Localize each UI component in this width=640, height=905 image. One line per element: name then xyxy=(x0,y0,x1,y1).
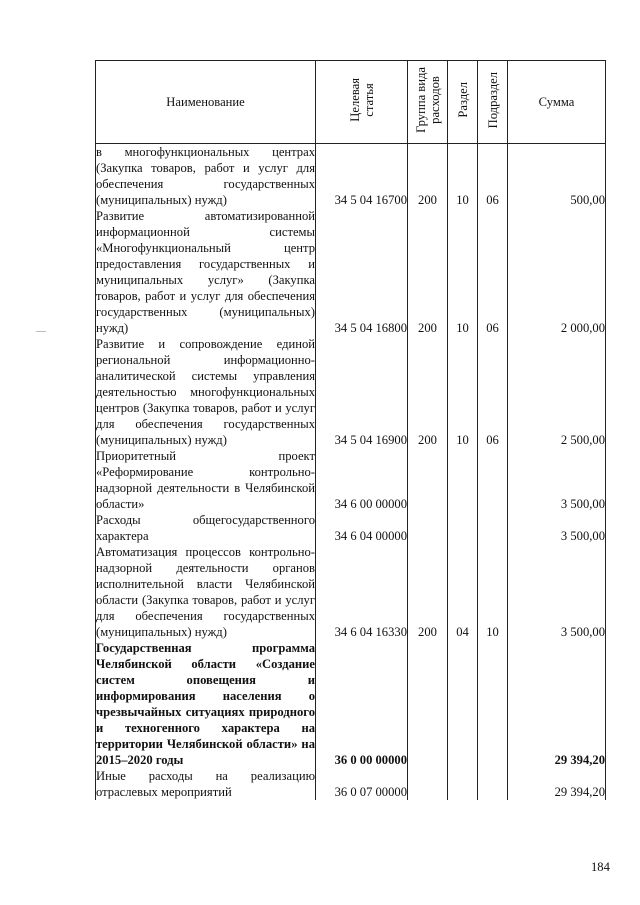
row-subsection xyxy=(478,512,508,544)
table-row xyxy=(96,544,606,640)
row-amount: 2 000,00 xyxy=(508,208,606,336)
header-amount: Сумма xyxy=(508,61,606,144)
row-subsection xyxy=(478,768,508,800)
header-section: Раздел xyxy=(448,61,478,144)
row-amount: 3 500,00 xyxy=(508,512,606,544)
row-section: 10 xyxy=(448,208,478,336)
row-section xyxy=(448,768,478,800)
row-name: Автоматизация процессов контрольно-надзорной деятельности органов исполнительной власти Челябинской области (Закупка товаров, работ и услуг для обеспечения государственных (муниципальных) нужд) xyxy=(96,545,315,639)
row-amount: 3 500,00 xyxy=(508,448,606,512)
row-section xyxy=(448,448,478,512)
table-row xyxy=(96,512,606,544)
row-code: 34 6 04 16330 xyxy=(316,544,408,640)
row-code: 34 5 04 16800 xyxy=(316,208,408,336)
page-number: 184 xyxy=(591,860,610,874)
row-code: 36 0 07 00000 xyxy=(316,768,408,800)
header-group: Группа вида расходов xyxy=(408,61,448,144)
row-amount: 500,00 xyxy=(508,144,606,209)
row-group xyxy=(408,448,448,512)
row-group: 200 xyxy=(408,208,448,336)
row-section: 10 xyxy=(448,144,478,209)
row-group xyxy=(408,768,448,800)
header-subsection: Подраздел xyxy=(478,61,508,144)
row-subsection: 06 xyxy=(478,336,508,448)
row-group: 200 xyxy=(408,336,448,448)
row-name: Расходы общегосударственного характера xyxy=(96,513,315,543)
table-row xyxy=(96,336,606,448)
row-subsection xyxy=(478,640,508,768)
row-amount: 3 500,00 xyxy=(508,544,606,640)
header-name: Наименование xyxy=(96,61,316,144)
row-name: Приоритетный проект «Реформирование контрольно-надзорной деятельности в Челябинской области» xyxy=(96,449,315,511)
table-row xyxy=(96,768,606,800)
row-subsection: 06 xyxy=(478,144,508,209)
table-row xyxy=(96,144,606,209)
budget-table xyxy=(95,60,606,800)
margin-mark xyxy=(36,331,46,332)
row-code: 36 0 00 00000 xyxy=(316,640,408,768)
row-group: 200 xyxy=(408,544,448,640)
row-group xyxy=(408,640,448,768)
row-subsection xyxy=(478,448,508,512)
row-amount: 2 500,00 xyxy=(508,336,606,448)
row-code: 34 5 04 16700 xyxy=(316,144,408,209)
table-header-row xyxy=(96,61,606,144)
row-name: Иные расходы на реализацию отраслевых мероприятий xyxy=(96,769,315,799)
row-name: в многофункциональных центрах (Закупка товаров, работ и услуг для обеспечения государственных (муниципальных) нужд) xyxy=(96,145,315,207)
row-subsection: 10 xyxy=(478,544,508,640)
header-target: Целевая статья xyxy=(316,61,408,144)
table-row xyxy=(96,208,606,336)
row-section xyxy=(448,512,478,544)
row-name: Развитие и сопровождение единой региональной информационно-аналитической системы управления деятельностью многофункциональных центров (Закупка товаров, работ и услуг для обеспечения государственных (муниципальных) нужд) xyxy=(96,337,315,447)
row-amount: 29 394,20 xyxy=(508,768,606,800)
row-amount: 29 394,20 xyxy=(508,640,606,768)
row-subsection: 06 xyxy=(478,208,508,336)
table-row xyxy=(96,640,606,768)
row-code: 34 6 00 00000 xyxy=(316,448,408,512)
row-name: Государственная программа Челябинской области «Создание систем оповещения и информирования населения о чрезвычайных ситуациях природного и техногенного характера на территории Челябинской области» на 2015–2020 годы xyxy=(96,641,315,767)
row-name: Развитие автоматизированной информационной системы «Многофункциональный центр предоставления государственных и муниципальных услуг» (Закупка товаров, работ и услуг для обеспечения государственных (муниципальных) нужд) xyxy=(96,209,315,335)
row-group: 200 xyxy=(408,144,448,209)
row-section xyxy=(448,640,478,768)
row-code: 34 5 04 16900 xyxy=(316,336,408,448)
row-code: 34 6 04 00000 xyxy=(316,512,408,544)
row-section: 10 xyxy=(448,336,478,448)
table-row xyxy=(96,448,606,512)
row-section: 04 xyxy=(448,544,478,640)
row-group xyxy=(408,512,448,544)
